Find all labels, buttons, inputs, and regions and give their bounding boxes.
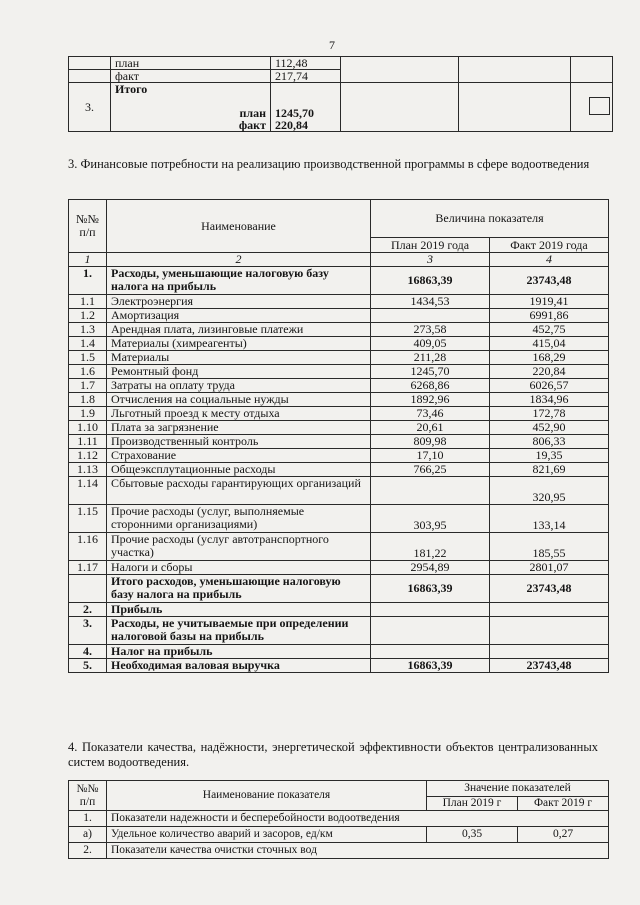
cell-plan: 303,95 <box>371 505 490 533</box>
table-row <box>69 659 609 673</box>
checkbox-mark <box>589 97 610 115</box>
cell-num: 5. <box>69 659 107 673</box>
header-num: №№ п/п <box>69 200 107 253</box>
cell-name: Удельное количество аварий и засоров, ед/км <box>107 827 427 843</box>
table-row <box>69 843 609 859</box>
cell-name: Прибыль <box>107 603 371 617</box>
cell-label <box>111 83 271 132</box>
cell-plan <box>371 477 490 505</box>
header-name: Наименование показателя <box>107 781 427 811</box>
cell-plan: 409,05 <box>371 337 490 351</box>
cell-fact: 168,29 <box>490 351 609 365</box>
cell-name: Показатели качества очистки сточных вод <box>107 843 609 859</box>
section-4-title: 4. Показатели качества, надёжности, энергетической эффективности объектов централизованных систем водоотведения. <box>68 740 598 769</box>
header-fact: Факт 2019 года <box>490 238 609 253</box>
cell-plan: 273,58 <box>371 323 490 337</box>
cell-fact: 185,55 <box>490 533 609 561</box>
cell-num: 4. <box>69 645 107 659</box>
cell-name: Показатели надежности и бесперебойности водоотведения <box>107 811 609 827</box>
cell-name: Затраты на оплату труда <box>107 379 371 393</box>
fact-value: 220,84 <box>275 118 308 132</box>
plan-value: 1245,70 <box>275 106 314 120</box>
cell-fact: 133,14 <box>490 505 609 533</box>
cell-num: 1.6 <box>69 365 107 379</box>
table-row <box>69 435 609 449</box>
cell-plan: 1245,70 <box>371 365 490 379</box>
cell-fact: 2801,07 <box>490 561 609 575</box>
header-value: Значение показателей <box>427 781 609 797</box>
table-row <box>69 617 609 645</box>
cell-name: Налоги и сборы <box>107 561 371 575</box>
table-row <box>69 393 609 407</box>
table-row <box>69 575 609 603</box>
cell-value: 112,48 <box>271 57 341 70</box>
cell-name: Материалы (химреагенты) <box>107 337 371 351</box>
index-cell: 4 <box>490 253 609 267</box>
table-row <box>69 533 609 561</box>
cell-fact: 452,90 <box>490 421 609 435</box>
table-row <box>69 645 609 659</box>
cell-fact: 23743,48 <box>490 267 609 295</box>
cell-plan: 181,22 <box>371 533 490 561</box>
cell-fact: 1834,96 <box>490 393 609 407</box>
cell-name: Прочие расходы (услуг, выполняемые сторонними организациями) <box>107 505 371 533</box>
cell-value <box>271 83 341 132</box>
cell-fact <box>490 603 609 617</box>
cell-name: Плата за загрязнение <box>107 421 371 435</box>
header-name: Наименование <box>107 200 371 253</box>
fact-label: факт <box>238 118 266 132</box>
index-cell: 1 <box>69 253 107 267</box>
cell-num: 1.5 <box>69 351 107 365</box>
cell-num: 1.17 <box>69 561 107 575</box>
table-row <box>69 561 609 575</box>
cell-fact: 0,27 <box>518 827 609 843</box>
index-row <box>69 253 609 267</box>
header-value: Величина показателя <box>371 200 609 238</box>
cell-plan <box>371 603 490 617</box>
header-row <box>69 200 609 238</box>
header-num: №№ п/п <box>69 781 107 811</box>
table-row <box>69 379 609 393</box>
cell-fact: 6991,86 <box>490 309 609 323</box>
cell-num: 2. <box>69 843 107 859</box>
header-plan: План 2019 года <box>371 238 490 253</box>
cell-name: Общеэксплутационные расходы <box>107 463 371 477</box>
table-row <box>69 323 609 337</box>
cell-num <box>69 70 111 83</box>
cell-num: 1.12 <box>69 449 107 463</box>
total-row <box>69 83 613 132</box>
cell-num: 1.3 <box>69 323 107 337</box>
cell-label: план <box>111 57 271 70</box>
cell-fact: 23743,48 <box>490 575 609 603</box>
table-row <box>69 449 609 463</box>
cell-num: 1.10 <box>69 421 107 435</box>
table-row <box>69 463 609 477</box>
cell-num: 1.2 <box>69 309 107 323</box>
cell-name: Итого расходов, уменьшающие налоговую базу налога на прибыль <box>107 575 371 603</box>
cell-plan: 16863,39 <box>371 575 490 603</box>
index-cell: 3 <box>371 253 490 267</box>
cell-name: Налог на прибыль <box>107 645 371 659</box>
table-row <box>69 267 609 295</box>
cell-fact: 172,78 <box>490 407 609 421</box>
total-title: Итого <box>115 82 148 96</box>
cell-plan: 16863,39 <box>371 659 490 673</box>
cell-num: 1.7 <box>69 379 107 393</box>
plan-label: план <box>239 106 266 120</box>
table-row <box>69 827 609 843</box>
header-row <box>69 781 609 797</box>
cell-num: 1.14 <box>69 477 107 505</box>
cell-value: 217,74 <box>271 70 341 83</box>
cell-fact: 452,75 <box>490 323 609 337</box>
page-number: 7 <box>329 38 335 52</box>
table-row <box>69 337 609 351</box>
cell-num <box>69 57 111 70</box>
table-row <box>69 351 609 365</box>
table-row <box>69 505 609 533</box>
cell-fact: 320,95 <box>490 477 609 505</box>
cell-plan <box>371 645 490 659</box>
table-row <box>69 811 609 827</box>
cell-name: Электроэнергия <box>107 295 371 309</box>
table-row <box>69 603 609 617</box>
cell-num: 1.15 <box>69 505 107 533</box>
cell-num: 1.1 <box>69 295 107 309</box>
cell-name: Прочие расходы (услуг автотранспортного участка) <box>107 533 371 561</box>
cell-fact <box>490 645 609 659</box>
cell-name: Ремонтный фонд <box>107 365 371 379</box>
table-row <box>69 57 613 70</box>
cell-num: 3. <box>69 617 107 645</box>
cell-num: 1.13 <box>69 463 107 477</box>
cell-fact <box>490 617 609 645</box>
cell-plan: 16863,39 <box>371 267 490 295</box>
cell-plan <box>371 617 490 645</box>
table-row <box>69 365 609 379</box>
cell-num: 1.9 <box>69 407 107 421</box>
cell-plan: 1434,53 <box>371 295 490 309</box>
table-row <box>69 421 609 435</box>
cell-name: Амортизация <box>107 309 371 323</box>
cell-fact: 415,04 <box>490 337 609 351</box>
quality-indicators-table <box>68 780 609 859</box>
table-row <box>69 295 609 309</box>
cell-num: 1. <box>69 267 107 295</box>
cell-plan: 6268,86 <box>371 379 490 393</box>
top-table <box>68 56 613 132</box>
cell-fact: 806,33 <box>490 435 609 449</box>
cell-fact: 19,35 <box>490 449 609 463</box>
header-plan: План 2019 г <box>427 797 518 811</box>
cell-plan: 0,35 <box>427 827 518 843</box>
cell-name: Сбытовые расходы гарантирующих организаций <box>107 477 371 505</box>
cell-name: Необходимая валовая выручка <box>107 659 371 673</box>
cell-num: 1.16 <box>69 533 107 561</box>
financial-needs-table <box>68 199 609 673</box>
cell-plan: 211,28 <box>371 351 490 365</box>
cell-name: Материалы <box>107 351 371 365</box>
table-row <box>69 407 609 421</box>
cell-name: Расходы, уменьшающие налоговую базу налога на прибыль <box>107 267 371 295</box>
cell-plan <box>371 309 490 323</box>
cell-name: Льготный проезд к месту отдыха <box>107 407 371 421</box>
cell-num: 2. <box>69 603 107 617</box>
cell-num: 1.8 <box>69 393 107 407</box>
cell-name: Арендная плата, лизинговые платежи <box>107 323 371 337</box>
cell-num: 1. <box>69 811 107 827</box>
cell-plan: 17,10 <box>371 449 490 463</box>
cell-plan: 766,25 <box>371 463 490 477</box>
cell-fact: 1919,41 <box>490 295 609 309</box>
cell-name: Отчисления на социальные нужды <box>107 393 371 407</box>
cell-plan: 2954,89 <box>371 561 490 575</box>
header-fact: Факт 2019 г <box>518 797 609 811</box>
cell-num <box>69 575 107 603</box>
cell-label: факт <box>111 70 271 83</box>
cell-plan: 1892,96 <box>371 393 490 407</box>
table-row <box>69 309 609 323</box>
cell-name: Производственный контроль <box>107 435 371 449</box>
cell-name: Страхование <box>107 449 371 463</box>
cell-num: а) <box>69 827 107 843</box>
cell-fact: 6026,57 <box>490 379 609 393</box>
cell-plan: 809,98 <box>371 435 490 449</box>
cell-fact: 220,84 <box>490 365 609 379</box>
cell-num: 1.4 <box>69 337 107 351</box>
cell-plan: 20,61 <box>371 421 490 435</box>
cell-fact: 23743,48 <box>490 659 609 673</box>
cell-num: 3. <box>69 83 111 132</box>
cell-num: 1.11 <box>69 435 107 449</box>
section-3-title: 3. Финансовые потребности на реализацию производственной программы в сфере водоотведения <box>68 157 590 171</box>
cell-plan: 73,46 <box>371 407 490 421</box>
cell-fact: 821,69 <box>490 463 609 477</box>
cell-name: Расходы, не учитываемые при определении налоговой базы на прибыль <box>107 617 371 645</box>
index-cell: 2 <box>107 253 371 267</box>
table-row <box>69 477 609 505</box>
